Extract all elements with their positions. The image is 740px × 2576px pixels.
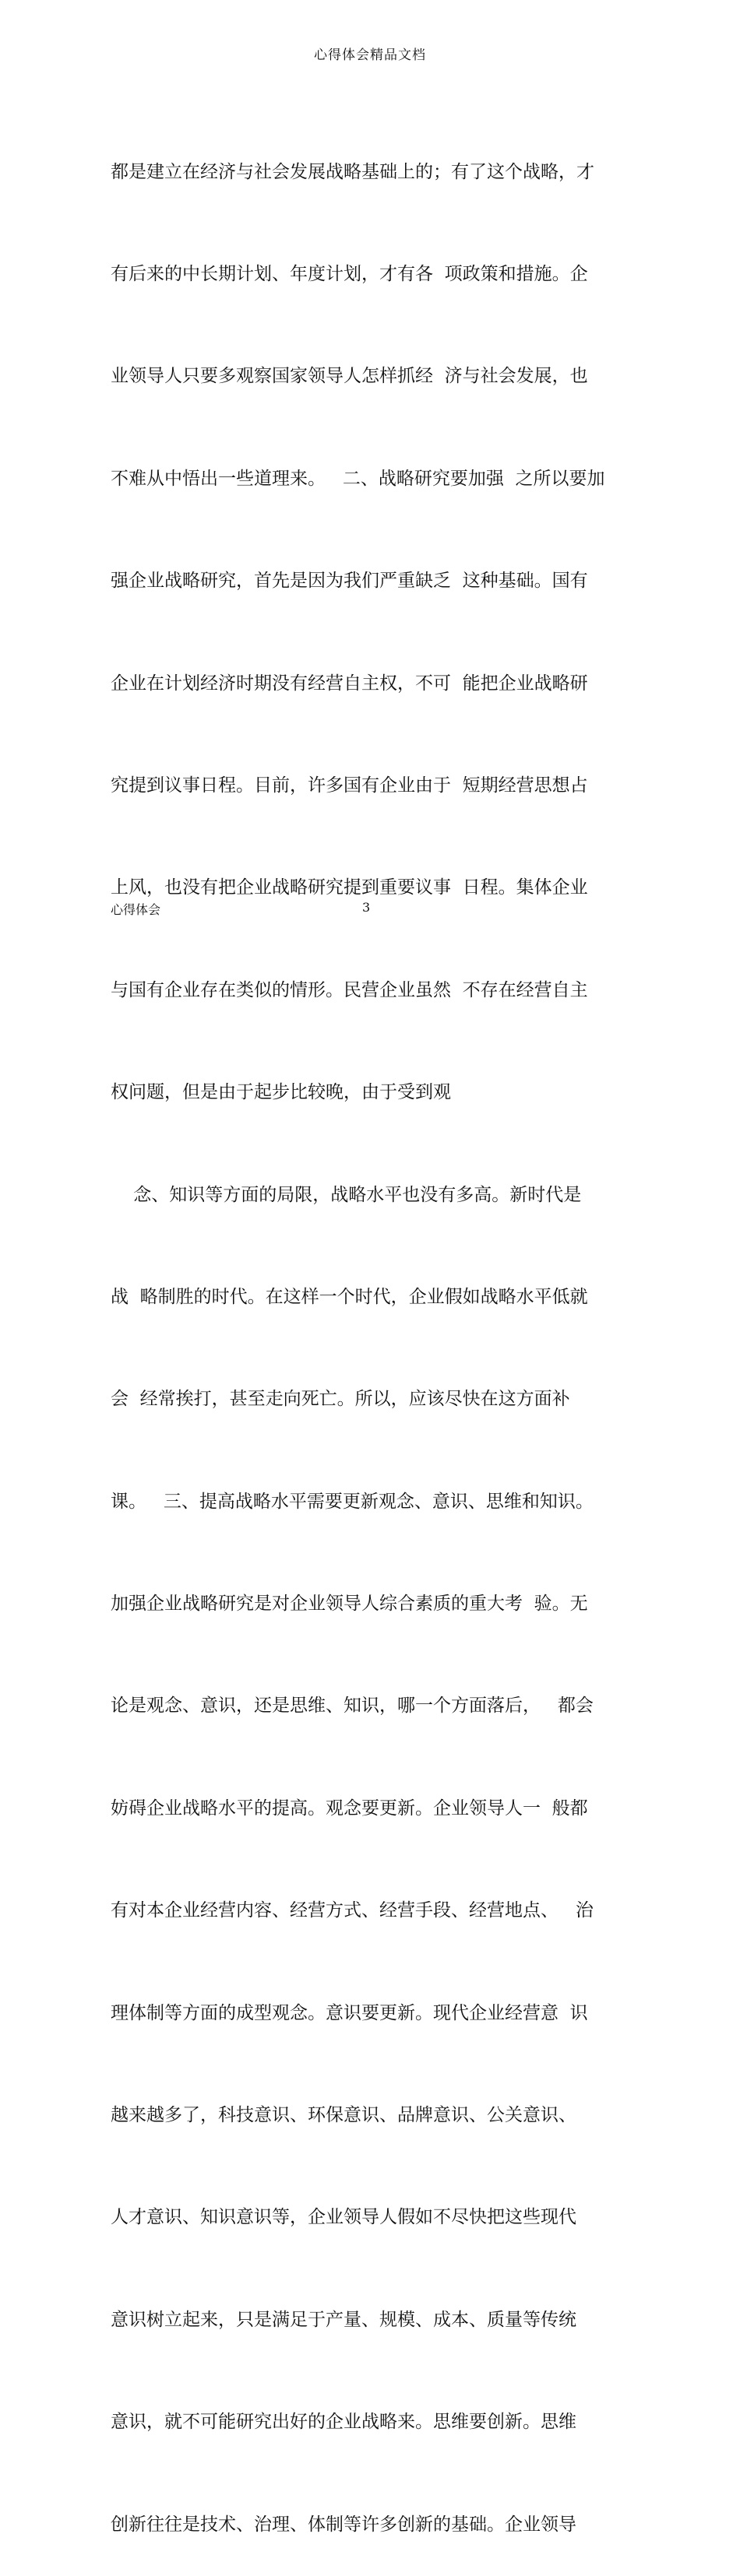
body-line: 论是观念、意识，还是思维、知识，哪一个方面落后， 都会: [111, 1696, 594, 1717]
body-line: 创新往往是技术、治理、体制等许多创新的基础。企业领导: [111, 2514, 576, 2535]
body-line: 战 略制胜的时代。在这样一个时代，企业假如战略水平低就: [111, 1286, 588, 1307]
body-line: 理体制等方面的成型观念。意识要更新。现代企业经营意 识: [111, 2002, 588, 2023]
body-line: 不难从中悟出一些道理来。 二、战略研究要加强 之所以要加: [111, 468, 605, 489]
page-number: 3: [362, 900, 371, 915]
body-line: 意识，就不可能研究出好的企业战略来。思维要创新。思维: [111, 2412, 576, 2433]
body-line: 上风，也没有把企业战略研究提到重要议事 日程。集体企业: [111, 877, 588, 898]
body-line: 意识树立起来，只是满足于产量、规模、成本、质量等传统: [111, 2309, 576, 2330]
body-line: 会 经常挨打，甚至走向死亡。所以，应该尽快在这方面补: [111, 1389, 570, 1410]
body-line: 加强企业战略研究是对企业领导人综合素质的重大考 验。无: [111, 1594, 588, 1615]
body-line: 强企业战略研究，首先是因为我们严重缺乏 这种基础。国有: [111, 571, 588, 592]
body-line: 人才意识、知识意识等，企业领导人假如不尽快把这些现代: [111, 2207, 576, 2228]
body-line: 越来越多了，科技意识、环保意识、品牌意识、公关意识、: [111, 2105, 576, 2126]
body-line: 与国有企业存在类似的情形。民营企业虽然 不存在经营自主: [111, 979, 588, 1000]
body-line: 有对本企业经营内容、经营方式、经营手段、经营地点、 治: [111, 1900, 594, 1921]
body-line: 都是建立在经济与社会发展战略基础上的；有了这个战略，才: [111, 161, 594, 182]
body-line: 课。 三、提高战略水平需要更新观念、意识、思维和知识。: [111, 1491, 594, 1512]
body-line: 有后来的中长期计划、年度计划，才有各 项政策和措施。企: [111, 263, 588, 284]
body-line: 究提到议事日程。目前，许多国有企业由于 短期经营思想占: [111, 775, 588, 796]
page-header-title: 心得体会精品文档: [314, 47, 426, 63]
body-line: 企业在计划经济时期没有经营自主权，不可 能把企业战略研: [111, 673, 588, 694]
document-body: [111, 87, 640, 2576]
body-line: 权问题，但是由于起步比较晚，由于受到观: [111, 1082, 451, 1103]
body-line: 念、知识等方面的局限，战略水平也没有多高。新时代是: [111, 1184, 582, 1205]
body-line: 业领导人只要多观察国家领导人怎样抓经 济与社会发展，也: [111, 366, 588, 387]
footer-label: 心得体会: [111, 902, 161, 917]
body-line: 妨碍企业战略水平的提高。观念要更新。企业领导人一 般都: [111, 1798, 588, 1819]
